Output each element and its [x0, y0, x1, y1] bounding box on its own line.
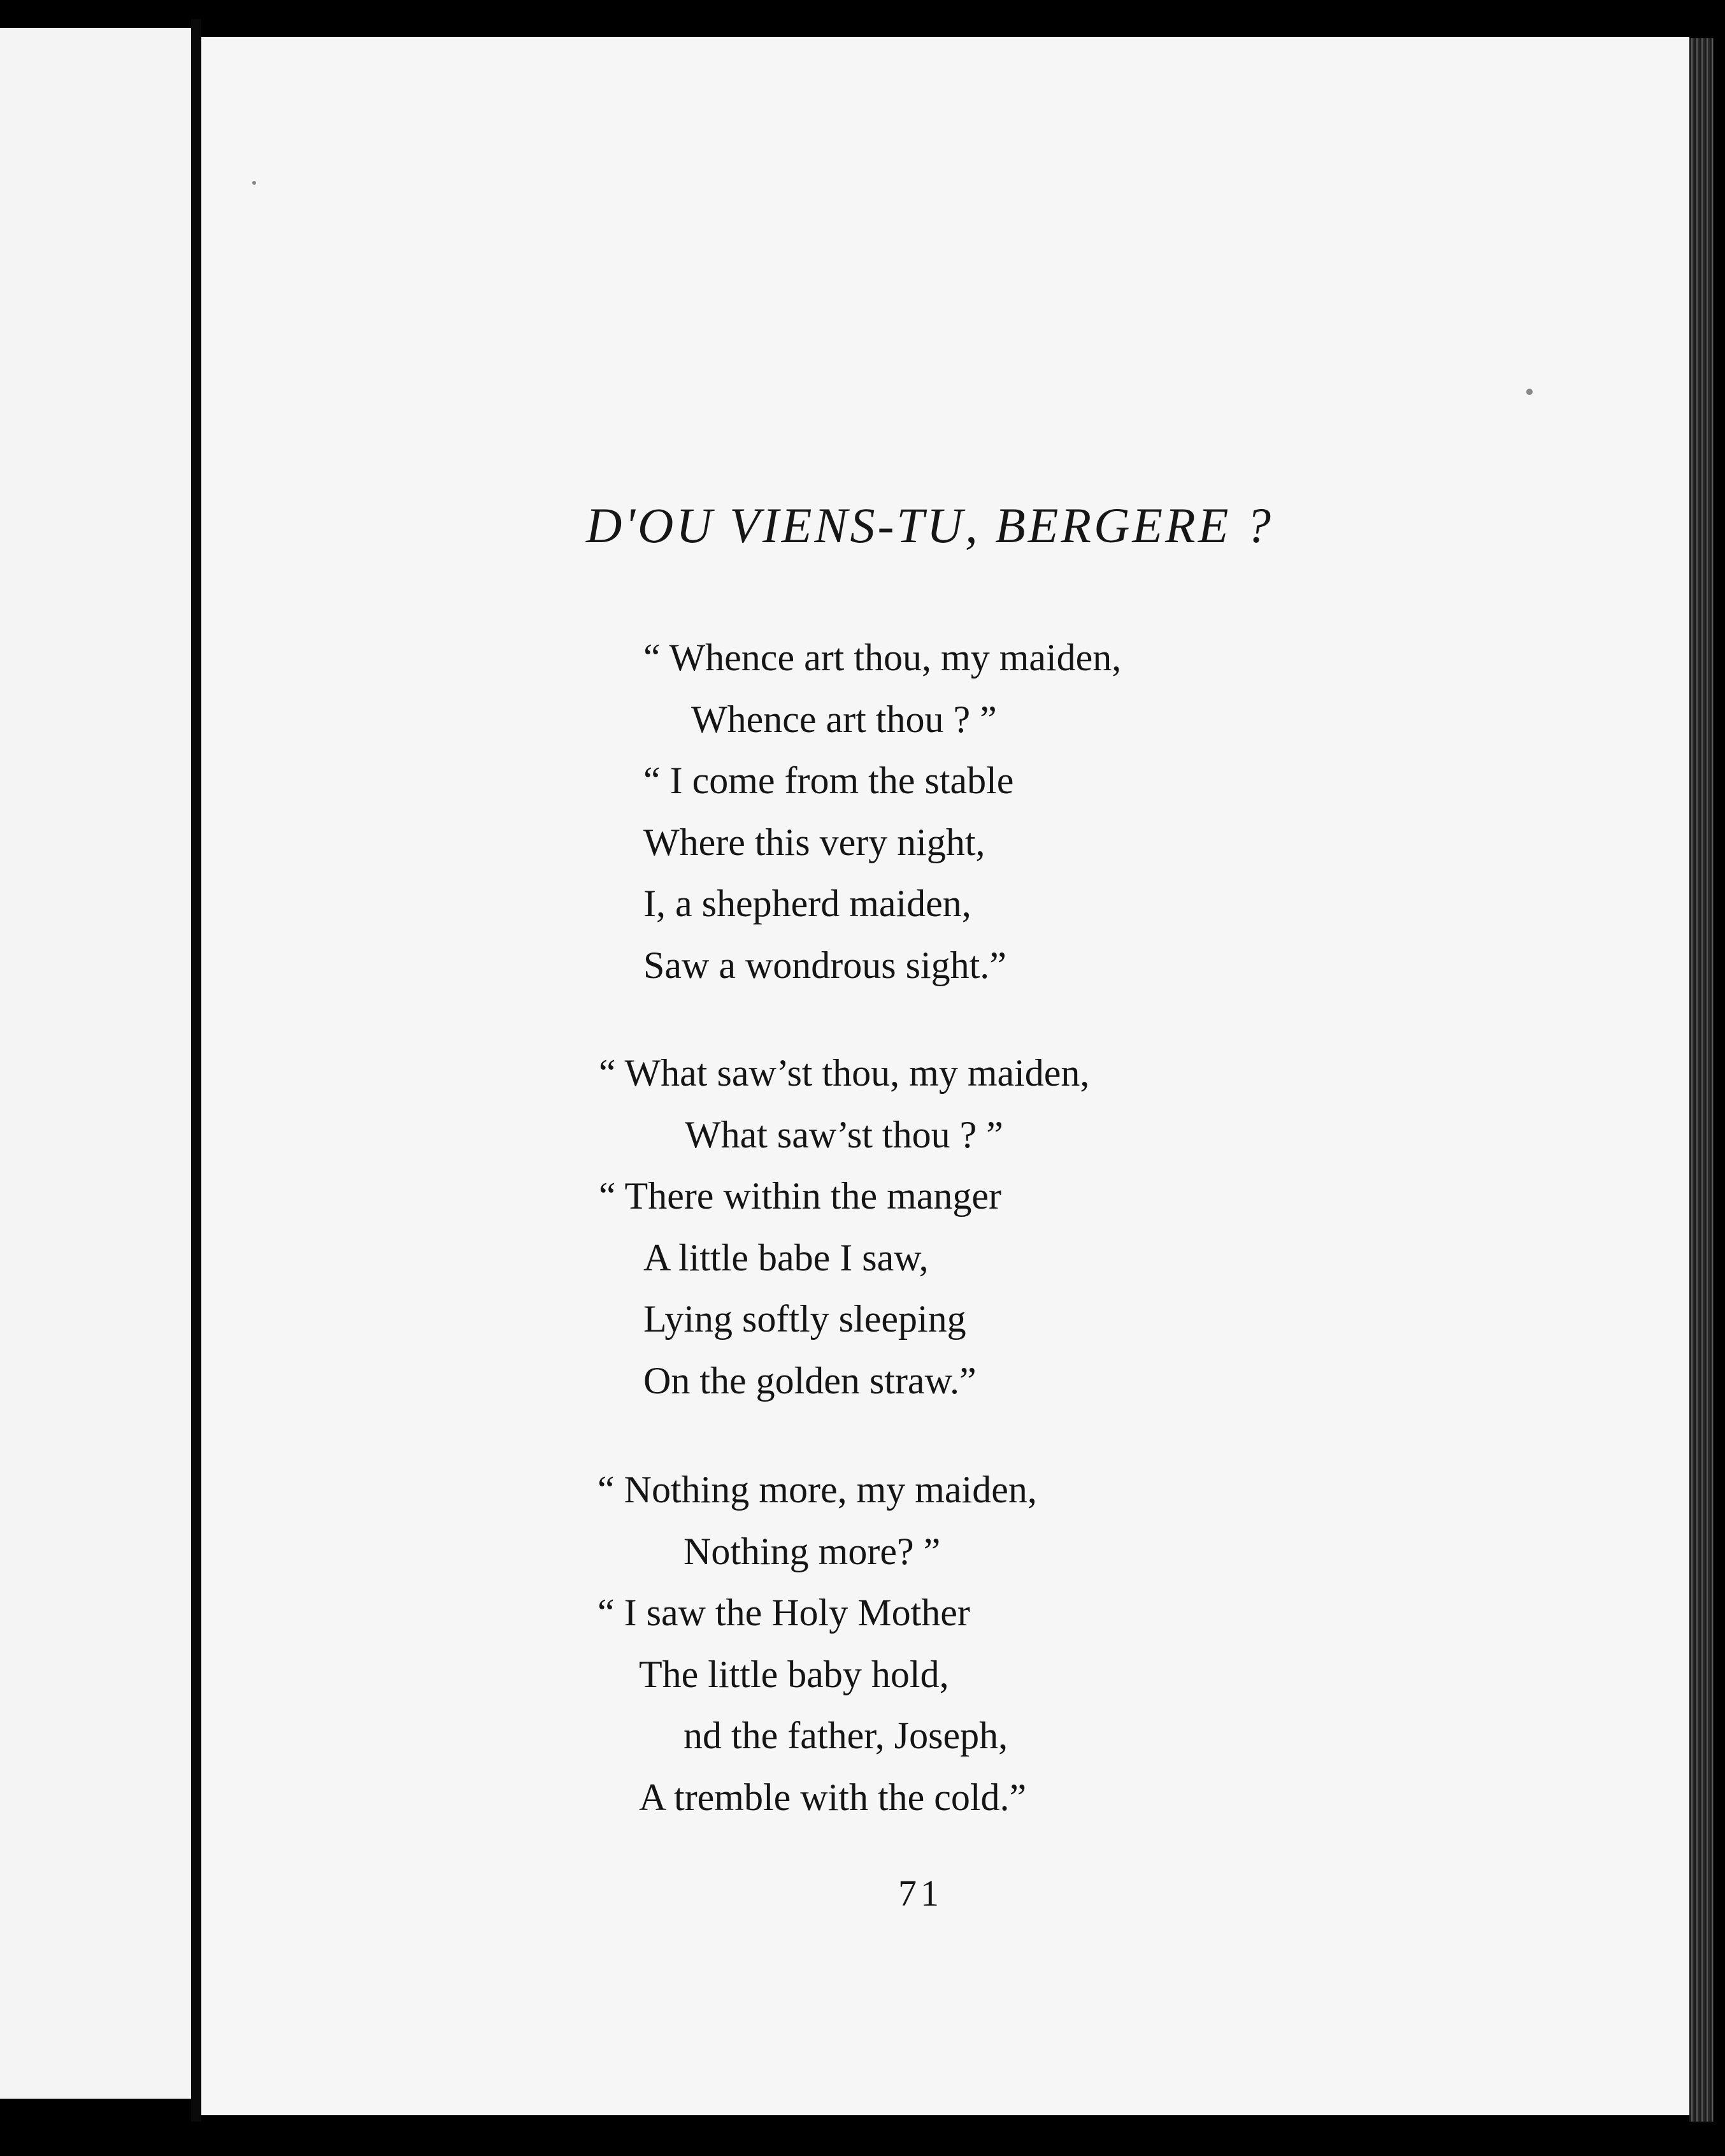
- verse-line: “ Nothing more, my maiden,: [598, 1469, 1037, 1511]
- verse-line: Whence art thou ? ”: [691, 698, 997, 740]
- verse-line: I, a shepherd maiden,: [643, 882, 971, 924]
- verse-line: What saw’st thou ? ”: [685, 1113, 1003, 1156]
- dust-speck: [252, 181, 256, 185]
- stanza: [605, 627, 1121, 996]
- page-number: 71: [898, 1872, 943, 1914]
- verse-line: nd the father, Joseph,: [684, 1714, 1008, 1757]
- verse-line: Where this very night,: [643, 821, 985, 863]
- verse-line: Lying softly sleeping: [643, 1298, 966, 1340]
- verse-line: “ I come from the stable: [643, 759, 1014, 801]
- verse-line: “ I saw the Holy Mother: [598, 1592, 970, 1634]
- poem-title: D'OU VIENS-TU, BERGERE ?: [586, 498, 1273, 553]
- stanza: [598, 1459, 1037, 1828]
- verse-line: Nothing more? ”: [684, 1530, 941, 1572]
- verse-line: “ What saw’st thou, my maiden,: [599, 1052, 1090, 1094]
- stanza: [599, 1042, 1089, 1411]
- verse-line: Saw a wondrous sight.”: [643, 944, 1006, 986]
- previous-page-edge: [0, 28, 191, 2099]
- verse-line: A tremble with the cold.”: [639, 1776, 1027, 1818]
- page-edge-stack: [1689, 38, 1714, 2122]
- verse-line: On the golden straw.”: [643, 1359, 977, 1402]
- dust-speck: [1526, 389, 1533, 395]
- verse-line: The little baby hold,: [639, 1653, 949, 1695]
- book-gutter: [191, 19, 201, 2122]
- verse-line: “ Whence art thou, my maiden,: [643, 636, 1122, 679]
- verse-line: A little babe I saw,: [643, 1236, 929, 1279]
- verse-line: “ There within the manger: [599, 1175, 1001, 1217]
